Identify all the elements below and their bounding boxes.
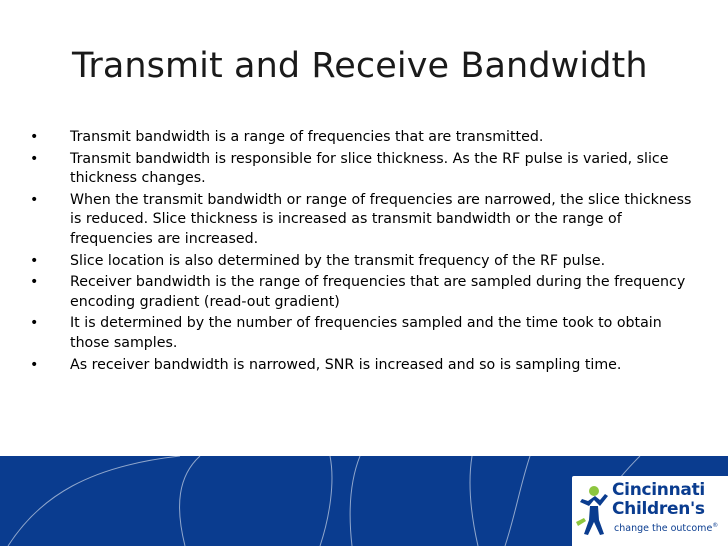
bullet-item bbox=[30, 150, 700, 189]
bullet-marker: • bbox=[30, 252, 39, 269]
bullet-list bbox=[30, 128, 700, 377]
logo-tagline bbox=[614, 522, 718, 534]
bullet-item bbox=[30, 191, 700, 250]
cincinnati-childrens-logo bbox=[572, 476, 728, 546]
bullet-item bbox=[30, 356, 700, 376]
slide-title: Transmit and Receive Bandwidth bbox=[72, 46, 648, 86]
bullet-text: Transmit bandwidth is responsible for slice thickness. As the RF pulse is varied, slice thickness changes. bbox=[70, 150, 669, 187]
bullet-marker: • bbox=[30, 191, 39, 208]
bullet-text: Slice location is also determined by the transmit frequency of the RF pulse. bbox=[70, 252, 606, 269]
bullet-text: When the transmit bandwidth or range of frequencies are narrowed, the slice thickness is reduced. Slice thickness is increased as transmit bandwidth or the range of frequencies are increased. bbox=[70, 191, 692, 247]
logo-tagline-text: change the outcome bbox=[614, 523, 713, 535]
registered-mark: ® bbox=[712, 522, 719, 529]
child-figure-icon bbox=[574, 482, 610, 540]
logo-name-line2: Children's bbox=[612, 499, 705, 519]
bullet-item bbox=[30, 273, 700, 312]
bullet-item bbox=[30, 314, 700, 353]
bullet-item bbox=[30, 128, 700, 148]
logo-name-line1: Cincinnati bbox=[612, 480, 705, 500]
bullet-item bbox=[30, 252, 700, 272]
bullet-marker: • bbox=[30, 129, 39, 145]
bullet-marker: • bbox=[30, 356, 39, 373]
bullet-text: Transmit bandwidth is a range of frequencies that are transmitted. bbox=[70, 129, 544, 145]
bullet-marker: • bbox=[30, 274, 39, 291]
bullet-marker: • bbox=[30, 150, 39, 167]
bullet-marker: • bbox=[30, 315, 39, 332]
bullet-text: Receiver bandwidth is the range of frequencies that are sampled during the frequency encoding gradient (read-out gradient) bbox=[70, 274, 686, 310]
bullet-text: It is determined by the number of frequencies sampled and the time took to obtain those samples. bbox=[70, 315, 662, 351]
bullet-text: As receiver bandwidth is narrowed, SNR is increased and so is sampling time. bbox=[70, 356, 622, 373]
